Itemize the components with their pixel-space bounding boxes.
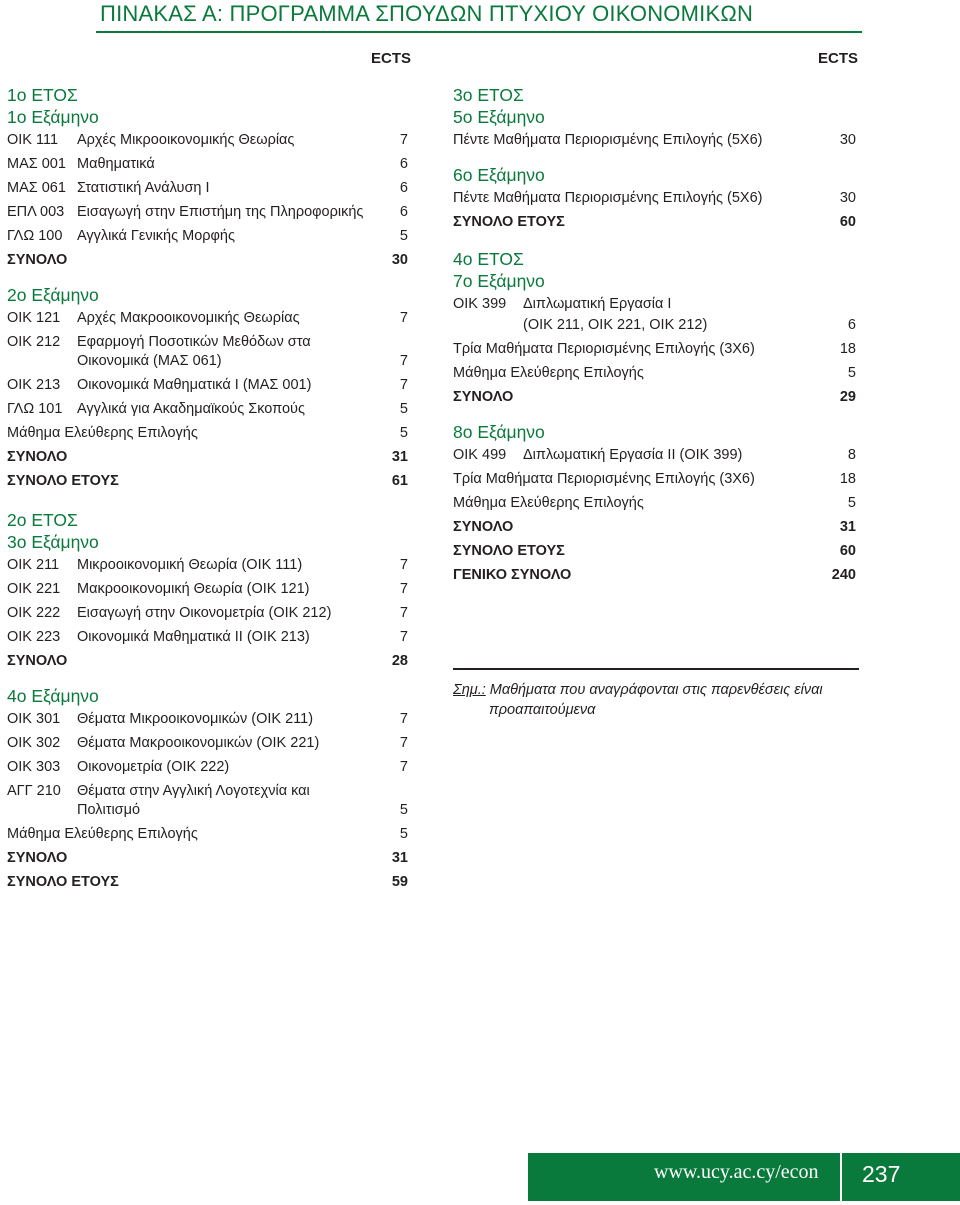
course-ects: 5 bbox=[399, 401, 408, 417]
course-row bbox=[7, 707, 408, 731]
course-code: ΟΙΚ 499 bbox=[453, 447, 507, 463]
grand-total-row bbox=[453, 563, 856, 587]
semester-heading: 2ο Εξάμηνο bbox=[7, 285, 99, 305]
course-name: Αγγλικά Γενικής Μορφής bbox=[77, 228, 235, 244]
course-ects: 30 bbox=[839, 190, 856, 206]
course-row bbox=[7, 731, 408, 755]
total-label: ΣΥΝΟΛΟ bbox=[7, 449, 68, 465]
course-name: Μάθημα Ελεύθερης Επιλογής bbox=[7, 425, 198, 441]
total-label: ΣΥΝΟΛΟ bbox=[7, 653, 68, 669]
course-row bbox=[7, 397, 408, 421]
year-total-row bbox=[7, 870, 408, 894]
course-ects: 6 bbox=[399, 180, 408, 196]
course-name: Εισαγωγή στην Οικονομετρία (ΟΙΚ 212) bbox=[77, 605, 332, 621]
course-name: Μαθηματικά bbox=[77, 156, 155, 172]
total-label: ΣΥΝΟΛΟ ΕΤΟΥΣ bbox=[453, 543, 565, 559]
course-ects: 6 bbox=[847, 317, 856, 333]
course-code: ΜΑΣ 061 bbox=[7, 180, 66, 196]
semester-total-row bbox=[453, 515, 856, 539]
course-ects: 5 bbox=[399, 826, 408, 842]
course-code: ΑΓΓ 210 bbox=[7, 783, 61, 799]
course-row bbox=[7, 755, 408, 779]
year-heading: 3ο ΕΤΟΣ bbox=[453, 85, 524, 105]
course-name: Πέντε Μαθήματα Περιορισμένης Επιλογής (5Χ6) bbox=[453, 190, 763, 206]
course-ects: 5 bbox=[847, 365, 856, 381]
semester-heading: 8ο Εξάμηνο bbox=[453, 422, 545, 442]
course-code: ΟΙΚ 111 bbox=[7, 132, 59, 148]
course-code: ΟΙΚ 222 bbox=[7, 605, 61, 621]
course-name: Οικονομετρία (ΟΙΚ 222) bbox=[77, 759, 230, 775]
semester-heading: 7ο Εξάμηνο bbox=[453, 271, 545, 291]
course-code: ΟΙΚ 211 bbox=[7, 557, 60, 573]
course-name: Εφαρμογή Ποσοτικών Μεθόδων στα Οικονομικά (ΜΑΣ 061) bbox=[77, 334, 311, 369]
course-code: ΟΙΚ 213 bbox=[7, 377, 61, 393]
course-code: ΟΙΚ 301 bbox=[7, 711, 61, 727]
page-number: 237 bbox=[862, 1161, 901, 1187]
restricted-elective-row bbox=[453, 467, 856, 491]
ects-header-left: ECTS bbox=[371, 50, 412, 67]
total-ects: 60 bbox=[839, 543, 856, 559]
total-ects: 240 bbox=[831, 567, 856, 583]
total-ects: 31 bbox=[391, 850, 408, 866]
semester-total-row bbox=[7, 846, 408, 870]
right-column bbox=[453, 84, 856, 587]
year-total-row bbox=[453, 539, 856, 563]
course-row bbox=[453, 443, 856, 467]
total-ects: 28 bbox=[391, 653, 408, 669]
course-name: Μακροοικονομική Θεωρία (ΟΙΚ 121) bbox=[77, 581, 310, 597]
course-code: ΟΙΚ 303 bbox=[7, 759, 61, 775]
free-elective-row bbox=[7, 421, 408, 445]
course-ects: 7 bbox=[399, 353, 408, 369]
course-row bbox=[7, 176, 408, 200]
course-name: Αρχές Μικροοικονομικής Θεωρίας bbox=[77, 132, 295, 148]
course-code: ΜΑΣ 001 bbox=[7, 156, 66, 172]
course-name: Θέματα Μακροοικονομικών (ΟΙΚ 221) bbox=[77, 735, 320, 751]
footer-url-link[interactable]: www.ucy.ac.cy/econ bbox=[654, 1161, 819, 1183]
course-name: Θέματα στην Αγγλική Λογοτεχνία και Πολιτισμό bbox=[77, 783, 310, 818]
left-column bbox=[7, 84, 408, 894]
semester-heading: 3ο Εξάμηνο bbox=[7, 532, 99, 552]
semester-heading: 4ο Εξάμηνο bbox=[7, 686, 99, 706]
semester-heading: 5ο Εξάμηνο bbox=[453, 107, 545, 127]
footnote bbox=[453, 680, 853, 720]
page-title: ΠΙΝΑΚΑΣ Α: ΠΡΟΓΡΑΜΜΑ ΣΠΟΥΔΩΝ ΠΤΥΧΙΟΥ ΟΙΚΟΝΟΜΙΚΩΝ bbox=[100, 1, 754, 26]
course-ects: 7 bbox=[399, 735, 408, 751]
semester-total-row bbox=[453, 385, 856, 409]
course-row bbox=[7, 625, 408, 649]
total-ects: 60 bbox=[839, 214, 856, 230]
course-row bbox=[7, 200, 408, 224]
year-heading: 1ο ΕΤΟΣ bbox=[7, 85, 78, 105]
course-ects: 7 bbox=[399, 132, 408, 148]
free-elective-row bbox=[453, 361, 856, 385]
free-elective-row bbox=[7, 822, 408, 846]
course-ects: 6 bbox=[399, 204, 408, 220]
course-ects: 7 bbox=[399, 711, 408, 727]
course-code: ΟΙΚ 212 bbox=[7, 334, 61, 350]
semester-total-row bbox=[7, 248, 408, 272]
footnote-label: Σημ.: bbox=[453, 682, 486, 698]
course-row bbox=[7, 577, 408, 601]
course-code: ΟΙΚ 223 bbox=[7, 629, 61, 645]
free-elective-row bbox=[453, 491, 856, 515]
course-code: ΓΛΩ 101 bbox=[7, 401, 63, 417]
course-row bbox=[7, 601, 408, 625]
course-ects: 5 bbox=[399, 228, 408, 244]
course-code: ΓΛΩ 100 bbox=[7, 228, 63, 244]
total-ects: 29 bbox=[839, 389, 856, 405]
total-ects: 59 bbox=[391, 874, 408, 890]
course-name: Θέματα Μικροοικονομικών (ΟΙΚ 211) bbox=[77, 711, 314, 727]
total-label: ΣΥΝΟΛΟ ΕΤΟΥΣ bbox=[7, 473, 119, 489]
total-label: ΣΥΝΟΛΟ bbox=[7, 850, 68, 866]
course-row bbox=[7, 306, 408, 330]
course-prereq-row bbox=[453, 316, 856, 337]
semester-heading: 6ο Εξάμηνο bbox=[453, 165, 545, 185]
ects-header-right: ECTS bbox=[818, 50, 859, 67]
course-name: Αγγλικά για Ακαδημαϊκούς Σκοπούς bbox=[77, 401, 305, 417]
course-ects: 7 bbox=[399, 557, 408, 573]
course-ects: 7 bbox=[399, 377, 408, 393]
course-row bbox=[7, 128, 408, 152]
year-total-row bbox=[453, 210, 856, 234]
course-name: Μάθημα Ελεύθερης Επιλογής bbox=[453, 365, 644, 381]
total-label: ΣΥΝΟΛΟ ΕΤΟΥΣ bbox=[453, 214, 565, 230]
course-ects: 7 bbox=[399, 581, 408, 597]
course-name: Οικονομικά Μαθηματικά ΙΙ (ΟΙΚ 213) bbox=[77, 629, 310, 645]
course-ects: 30 bbox=[839, 132, 856, 148]
course-ects: 8 bbox=[847, 447, 856, 463]
course-row bbox=[7, 553, 408, 577]
course-ects: 5 bbox=[399, 802, 408, 818]
total-label: ΣΥΝΟΛΟ bbox=[453, 519, 514, 535]
course-name: Πέντε Μαθήματα Περιορισμένης Επιλογής (5Χ6) bbox=[453, 132, 763, 148]
course-name: Μικροοικονομική Θεωρία (ΟΙΚ 111) bbox=[77, 557, 303, 573]
course-ects: 18 bbox=[839, 341, 856, 357]
course-code: ΟΙΚ 121 bbox=[7, 310, 61, 326]
footer-separator bbox=[840, 1153, 842, 1201]
course-ects: 7 bbox=[399, 759, 408, 775]
footnote-text: Μαθήματα που αναγράφονται στις παρενθέσεις είναι bbox=[489, 682, 823, 698]
title-underline bbox=[96, 31, 862, 33]
total-label: ΣΥΝΟΛΟ bbox=[7, 252, 68, 268]
course-row bbox=[453, 292, 856, 316]
course-row bbox=[7, 373, 408, 397]
note-divider bbox=[453, 668, 859, 670]
course-name: Εισαγωγή στην Επιστήμη της Πληροφορικής bbox=[77, 204, 364, 220]
course-row bbox=[7, 152, 408, 176]
course-name: Διπλωματική Εργασία ΙΙ (ΟΙΚ 399) bbox=[523, 447, 743, 463]
total-label: ΓΕΝΙΚΟ ΣΥΝΟΛΟ bbox=[453, 567, 572, 583]
semester-total-row bbox=[7, 445, 408, 469]
course-name: Διπλωματική Εργασία Ι bbox=[523, 296, 672, 312]
course-name: Οικονομικά Μαθηματικά Ι (ΜΑΣ 001) bbox=[77, 377, 312, 393]
semester-heading: 1ο Εξάμηνο bbox=[7, 107, 99, 127]
course-code: ΟΙΚ 302 bbox=[7, 735, 61, 751]
course-code: ΕΠΛ 003 bbox=[7, 204, 65, 220]
course-row bbox=[7, 330, 408, 373]
course-ects: 5 bbox=[847, 495, 856, 511]
year-total-row bbox=[7, 469, 408, 493]
total-ects: 31 bbox=[839, 519, 856, 535]
year-heading: 2ο ΕΤΟΣ bbox=[7, 510, 78, 530]
course-name: Αρχές Μακροοικονομικής Θεωρίας bbox=[77, 310, 300, 326]
total-label: ΣΥΝΟΛΟ ΕΤΟΥΣ bbox=[7, 874, 119, 890]
restricted-elective-row bbox=[453, 128, 856, 152]
total-ects: 61 bbox=[391, 473, 408, 489]
course-ects: 7 bbox=[399, 605, 408, 621]
course-name: Στατιστική Ανάλυση Ι bbox=[77, 180, 210, 196]
year-heading: 4ο ΕΤΟΣ bbox=[453, 249, 524, 269]
course-ects: 6 bbox=[399, 156, 408, 172]
total-ects: 31 bbox=[391, 449, 408, 465]
course-ects: 18 bbox=[839, 471, 856, 487]
course-name: Τρία Μαθήματα Περιορισμένης Επιλογής (3Χ6) bbox=[453, 471, 755, 487]
course-name: Μάθημα Ελεύθερης Επιλογής bbox=[7, 826, 198, 842]
course-ects: 7 bbox=[399, 629, 408, 645]
total-label: ΣΥΝΟΛΟ bbox=[453, 389, 514, 405]
course-row bbox=[7, 779, 408, 822]
restricted-elective-row bbox=[453, 186, 856, 210]
course-name: Τρία Μαθήματα Περιορισμένης Επιλογής (3Χ6) bbox=[453, 341, 755, 357]
semester-total-row bbox=[7, 649, 408, 673]
total-ects: 30 bbox=[391, 252, 408, 268]
restricted-elective-row bbox=[453, 337, 856, 361]
course-ects: 7 bbox=[399, 310, 408, 326]
footnote-text-continued: προαπαιτούμενα bbox=[489, 702, 596, 718]
course-prereq: (ΟΙΚ 211, ΟΙΚ 221, ΟΙΚ 212) bbox=[523, 317, 708, 333]
course-row bbox=[7, 224, 408, 248]
course-name: Μάθημα Ελεύθερης Επιλογής bbox=[453, 495, 644, 511]
course-code: ΟΙΚ 399 bbox=[453, 296, 507, 312]
course-ects: 5 bbox=[399, 425, 408, 441]
course-code: ΟΙΚ 221 bbox=[7, 581, 61, 597]
